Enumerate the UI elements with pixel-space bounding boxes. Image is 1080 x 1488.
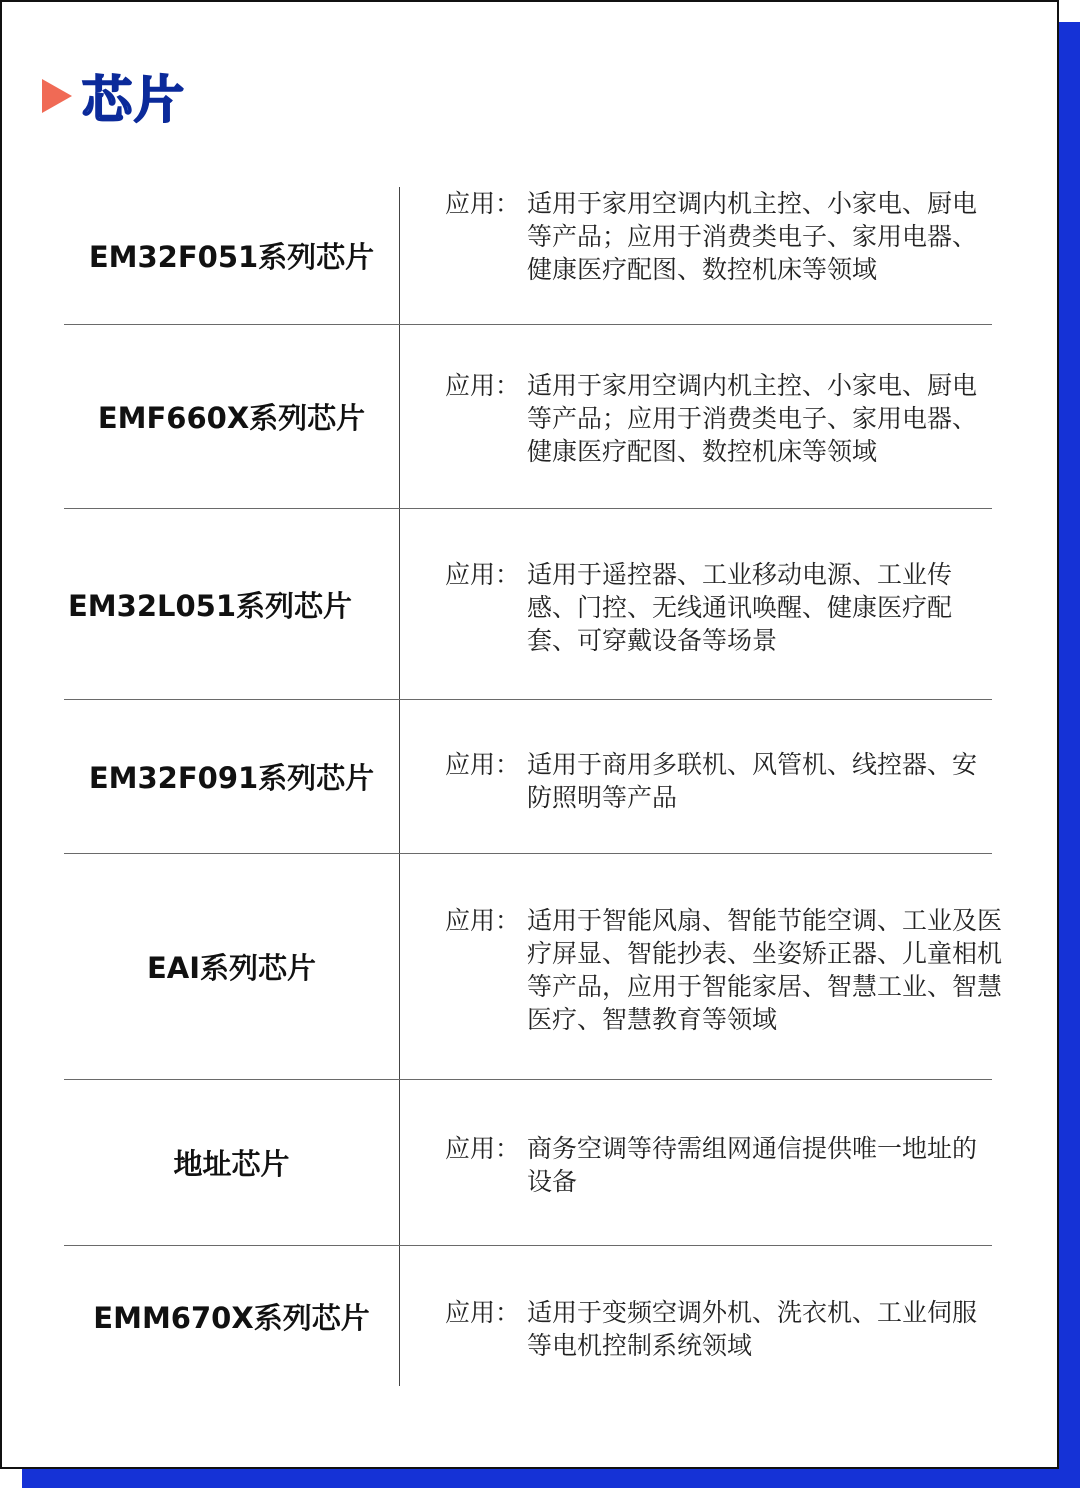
application-text: 商务空调等待需组网通信提供唯一地址的设备 xyxy=(527,1134,978,1196)
application-label: 应用： xyxy=(445,1134,521,1163)
table-row xyxy=(64,854,1003,1080)
application-label: 应用： xyxy=(445,906,521,935)
chip-name: 地址芯片 xyxy=(64,1080,400,1245)
chip-table xyxy=(64,187,1003,1386)
section-title: 芯片 xyxy=(82,71,186,129)
section-heading xyxy=(42,64,186,128)
application-label: 应用： xyxy=(445,750,521,779)
application-label: 应用： xyxy=(445,189,521,218)
table-row xyxy=(64,1246,992,1386)
application-text: 适用于家用空调内机主控、小家电、厨电等产品；应用于消费类电子、家用电器、健康医疗配图、数控机床等领域 xyxy=(527,189,978,284)
table-row xyxy=(64,187,992,325)
chip-application xyxy=(400,1246,997,1386)
chip-application xyxy=(400,854,1022,1079)
chip-application xyxy=(400,700,997,853)
table-row xyxy=(64,700,992,854)
play-triangle-icon xyxy=(42,79,72,113)
table-row xyxy=(64,509,992,700)
table-row xyxy=(64,325,992,509)
chip-name: EM32F051系列芯片 xyxy=(64,187,400,324)
chip-name: EMM670X系列芯片 xyxy=(64,1246,400,1386)
application-text: 适用于遥控器、工业移动电源、工业传感、门控、无线通讯唤醒、健康医疗配套、可穿戴设备等场景 xyxy=(527,560,953,655)
chip-name: EAI系列芯片 xyxy=(64,854,400,1079)
application-label: 应用： xyxy=(445,560,521,589)
chip-application xyxy=(400,509,997,699)
chip-name: EM32L051系列芯片 xyxy=(64,509,400,699)
chip-name: EM32F091系列芯片 xyxy=(64,700,400,853)
application-text: 适用于商用多联机、风管机、线控器、安防照明等产品 xyxy=(527,750,978,812)
chip-application xyxy=(400,187,997,324)
application-label: 应用： xyxy=(445,371,521,400)
chip-application xyxy=(400,325,997,508)
application-text: 适用于家用空调内机主控、小家电、厨电等产品；应用于消费类电子、家用电器、健康医疗配图、数控机床等领域 xyxy=(527,371,978,466)
table-row xyxy=(64,1080,992,1246)
application-text: 适用于变频空调外机、洗衣机、工业伺服等电机控制系统领域 xyxy=(527,1298,978,1360)
application-label: 应用： xyxy=(445,1298,521,1327)
chip-application xyxy=(400,1080,997,1245)
chip-name: EMF660X系列芯片 xyxy=(64,325,400,508)
application-text: 适用于智能风扇、智能节能空调、工业及医疗屏显、智能抄表、坐姿矫正器、儿童相机等产品，应用于智能家居、智慧工业、智慧医疗、智慧教育等领域 xyxy=(527,906,1003,1034)
